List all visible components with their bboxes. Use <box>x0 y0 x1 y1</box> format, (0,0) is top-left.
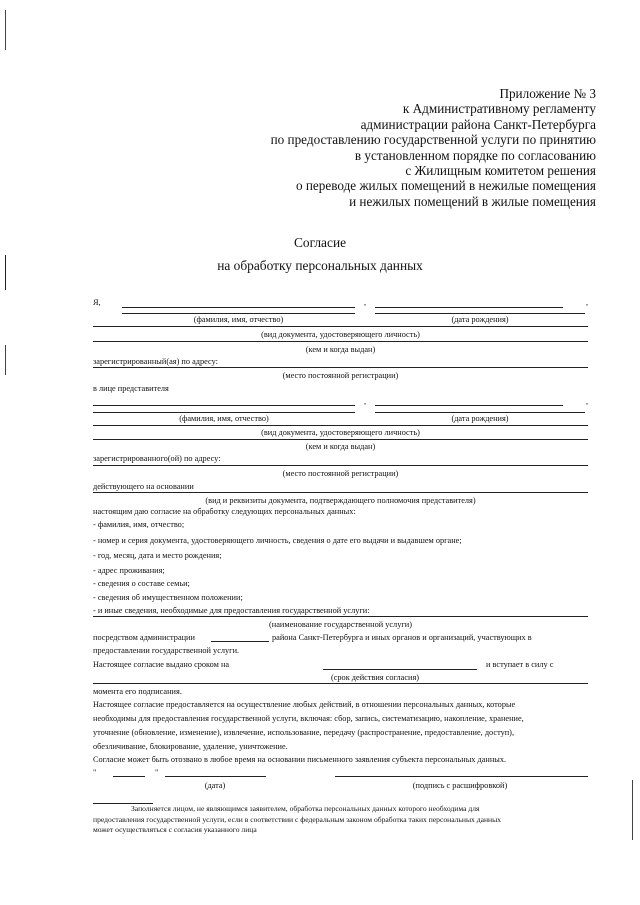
rep-issued-field[interactable] <box>93 439 588 440</box>
term-field[interactable] <box>323 669 477 670</box>
term-text: Настоящее согласие выдано сроком на <box>93 660 230 669</box>
header-line: по предоставлению государственной услуги по принятию <box>270 132 596 148</box>
registered-label: зарегистрированный(ая) по адресу: <box>93 357 218 366</box>
scan-mark <box>632 780 633 840</box>
footnote-line: предоставления государственной услуги, если в соответствии с федеральным законом обработка таких персональных данных <box>93 815 502 824</box>
scan-mark <box>5 345 6 375</box>
header-line: и нежилых помещений в жилые помещения <box>349 193 596 209</box>
consent-paragraph: уточнение (обновление, изменение), извлечение, использование, передачу (распространение, предоставление, доступ), <box>93 728 515 737</box>
rep-fio-caption: (фамилия, имя, отчество) <box>93 412 355 424</box>
service-field[interactable] <box>93 616 588 617</box>
data-item: - год, месяц, дата и место рождения; <box>93 551 222 560</box>
signature-caption: (подпись с расшифровкой) <box>412 781 508 790</box>
header-line: о переводе жилых помещений в нежилые помещения <box>295 178 596 194</box>
rep-dob-caption: (дата рождения) <box>375 412 585 424</box>
authority-caption: (вид и реквизиты документа, подтверждающего полномочия представителя) <box>205 496 476 505</box>
residence-field[interactable] <box>93 367 588 368</box>
quote-close: " <box>155 768 159 777</box>
header-line: к Административному регламенту <box>402 101 596 117</box>
data-item: - адрес проживания; <box>93 566 165 575</box>
rep-fio-field[interactable] <box>93 405 355 406</box>
dob-caption: (дата рождения) <box>375 313 585 325</box>
rep-issued-caption: (кем и когда выдан) <box>305 442 376 451</box>
consent-intro: настоящим даю согласие на обработку следующих персональных данных: <box>93 507 356 516</box>
header-line: Приложение № 3 <box>499 86 596 101</box>
ya-label: Я, <box>93 298 101 307</box>
issued-caption: (кем и когда выдан) <box>305 345 376 354</box>
footnote <box>93 804 563 814</box>
header-line: в установленном порядке по согласованию <box>354 147 596 163</box>
footnote-line: может осуществляться с согласия указанного лица <box>93 825 257 834</box>
document-title: Согласие <box>293 235 347 250</box>
service-caption: (наименование государственной услуги) <box>269 620 412 629</box>
residence-caption: (место постоянной регистрации) <box>282 371 399 380</box>
rep-dob-field[interactable] <box>375 405 563 406</box>
issued-field[interactable] <box>93 341 588 342</box>
rep-registered-label: зарегистрированного(ой) по адресу: <box>93 454 221 463</box>
data-item: - сведения об имущественном положении; <box>93 593 243 602</box>
authority-field[interactable] <box>93 492 588 493</box>
quote-open: " <box>93 768 97 777</box>
term-line <box>93 683 588 684</box>
term-caption: (срок действия согласия) <box>330 673 420 682</box>
signature-field[interactable] <box>335 776 588 777</box>
rep-document-caption: (вид документа, удостоверяющего личность) <box>261 428 420 437</box>
consent-paragraph: обезличивание, блокирование, удаление, уничтожение. <box>93 742 288 751</box>
header-line: администрации района Санкт-Петербурга <box>360 116 596 132</box>
day-field[interactable] <box>113 776 145 777</box>
fio-field[interactable] <box>122 307 355 308</box>
scan-mark <box>5 10 6 50</box>
data-item: - и иные сведения, необходимые для предоставления государственной услуги: <box>93 606 370 615</box>
document-caption: (вид документа, удостоверяющего личность) <box>261 330 420 339</box>
document-subtitle: на обработку персональных данных <box>217 258 423 273</box>
date-caption: (дата) <box>204 781 226 790</box>
representative-label: в лице представителя <box>93 384 169 393</box>
via-rest-text: района Санкт-Петербурга и иных органов и организаций, участвующих в <box>272 633 532 642</box>
footnote-line: Заполняется лицом, не являющимся заявителем, обработка персональных данных которого необходима для <box>131 804 480 813</box>
via-admin-text: посредством администрации <box>93 633 195 642</box>
dob-field[interactable] <box>375 307 563 308</box>
header-line: с Жилищным комитетом решения <box>405 163 596 179</box>
consent-paragraph: необходимы для предоставления государственной услуги, включая: сбор, запись, систематизацию, накопление, хранение, <box>93 714 524 723</box>
revoke-text: Согласие может быть отозвано в любое время на основании письменного заявления субъекта персональных данных. <box>93 755 507 764</box>
admin-district-field[interactable] <box>211 641 269 642</box>
data-item: - фамилия, имя, отчество; <box>93 520 185 529</box>
document-field[interactable] <box>93 326 588 327</box>
rep-document-field[interactable] <box>93 425 588 426</box>
moment-text: момента его подписания. <box>93 687 182 696</box>
consent-paragraph: Настоящее согласие предоставляется на осуществление любых действий, в отношении персональных данных, которые <box>93 700 516 709</box>
acting-label: действующего на основании <box>93 482 194 491</box>
rep-residence-caption: (место постоянной регистрации) <box>282 469 399 478</box>
data-item: - номер и серия документа, удостоверяющего личность, сведения о дате его выдачи и выдавшем органе; <box>93 536 462 545</box>
data-item: - сведения о составе семьи; <box>93 579 190 588</box>
term-enters-text: и вступает в силу с <box>486 660 554 669</box>
month-year-field[interactable] <box>165 776 266 777</box>
rep-residence-field[interactable] <box>93 465 588 466</box>
appendix-header <box>236 86 596 209</box>
fio-caption: (фамилия, имя, отчество) <box>122 313 355 325</box>
via-line2: предоставлении государственной услуги. <box>93 646 240 655</box>
